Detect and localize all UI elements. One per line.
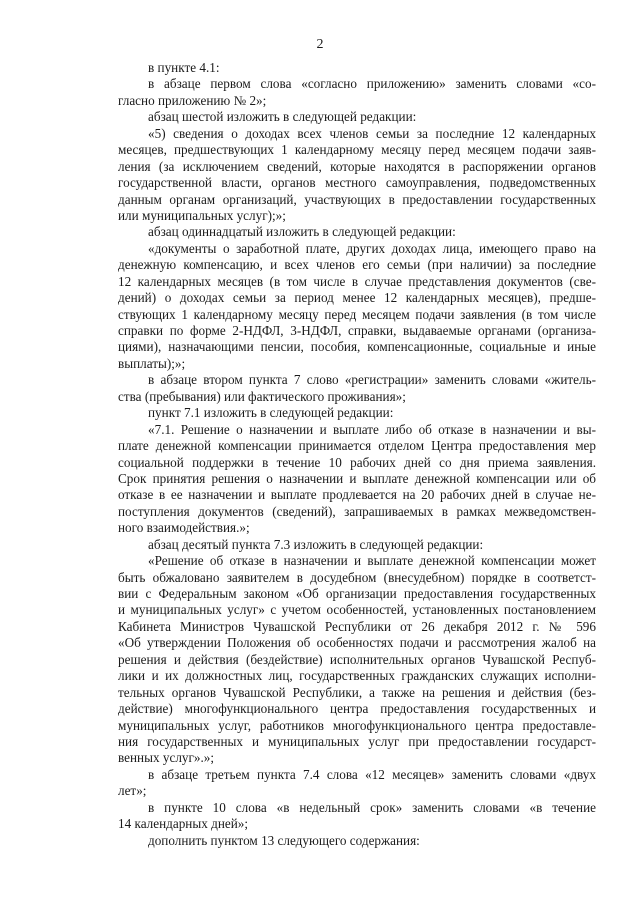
text-line: дений) о доходах семьи за период менее 12 календарных месяцев), предше- xyxy=(118,290,596,306)
text-line: ного взаимодействия.»; xyxy=(118,520,250,536)
text-line: поступления документов (сведений), запрашиваемых в рамках межведомствен- xyxy=(118,503,596,519)
text-line: пункт 7.1 изложить в следующей редакции: xyxy=(148,405,394,421)
text-line: лет»; xyxy=(118,783,147,799)
text-line: муниципальных услуг, работников многофункционального центра предоставле- xyxy=(118,717,596,733)
text-line: ния государственных и муниципальных услуг при предоставлении государст- xyxy=(118,733,596,749)
text-line: ствующих 1 календарному месяцу перед месяцем подачи заявления (в том числе xyxy=(118,306,596,322)
document-body xyxy=(118,60,596,849)
text-line: выплаты);»; xyxy=(118,355,186,371)
text-line: отказе в ее назначении и выплате продлевается на 20 рабочих дней в случае не- xyxy=(118,487,596,503)
text-line: «Об утверждении Положения об особенностях подачи и рассмотрения жалоб на xyxy=(118,635,596,651)
text-line: «5) сведения о доходах всех членов семьи за последние 12 календарных xyxy=(148,125,596,141)
text-line: «Решение об отказе в назначении и выплате денежной компенсации может xyxy=(148,553,596,569)
text-line: «7.1. Решение о назначении и выплате либо об отказе в назначении и вы- xyxy=(148,421,596,437)
text-line: тельных органов Чувашской Республики, а также на решения и действия (без- xyxy=(118,684,596,700)
text-line: данным органам организаций, участвующих в предоставлении государственных xyxy=(118,191,596,207)
text-line: плате денежной компенсации принимается отделом Центра предоставления мер xyxy=(118,438,596,454)
text-line: быть обжаловано заявителем в досудебном (внесудебном) порядке в соответст- xyxy=(118,569,596,585)
text-line: циями), назначающими пенсии, пособия, компенсационные, социальные и иные xyxy=(118,339,596,355)
text-line: в абзаце первом слова «согласно приложению» заменить словами «со- xyxy=(148,76,596,92)
text-line: в абзаце втором пункта 7 слово «регистрации» заменить словами «житель- xyxy=(148,372,596,388)
text-line: 14 календарных дней»; xyxy=(118,816,249,832)
text-line: действие) многофункционального центра предоставления государственных и xyxy=(118,701,596,717)
text-line: «документы о заработной плате, других доходах лица, имеющего право на xyxy=(148,240,596,256)
page-number: 2 xyxy=(316,37,324,52)
text-line: решения и действия (бездействие) исполнительных органов Чувашской Респуб- xyxy=(118,651,596,667)
text-line: абзац десятый пункта 7.3 изложить в следующей редакции: xyxy=(148,536,484,552)
text-line: венных услуг».»; xyxy=(118,750,215,766)
text-line: 12 календарных месяцев (в том числе в случае представления документов (све- xyxy=(118,273,596,289)
text-line: и муниципальных услуг» с учетом особенностей, установленных постановлением xyxy=(118,602,596,618)
text-line: лики и их должностных лиц, государственных гражданских служащих исполни- xyxy=(118,668,596,684)
text-line: дополнить пунктом 13 следующего содержания: xyxy=(148,832,420,848)
text-line: в абзаце третьем пункта 7.4 слова «12 месяцев» заменить словами «двух xyxy=(148,766,596,782)
text-line: справки по форме 2-НДФЛ, 3-НДФЛ, справки, выдаваемые органами (организа- xyxy=(118,323,596,338)
text-line: ства (пребывания) или фактического проживания»; xyxy=(118,388,406,404)
text-line: Срок принятия решения о назначении и выплате денежной компенсации или об xyxy=(118,470,596,486)
text-line: гласно приложению № 2»; xyxy=(118,92,267,108)
text-line: в пункте 4.1: xyxy=(148,60,220,75)
text-line: в пункте 10 слова «в недельный срок» заменить словами «в течение xyxy=(148,799,596,815)
text-line: Кабинета Министров Чувашской Республики от 26 декабря 2012 г. № 596 xyxy=(118,618,596,634)
text-line: абзац одиннадцатый изложить в следующей редакции: xyxy=(148,224,456,240)
text-line: или муниципальных услуг);»; xyxy=(118,207,286,223)
text-line: социальной поддержки в течение 10 рабочих дней со дня приема заявления. xyxy=(118,454,596,470)
text-line: месяцев, предшествующих 1 календарному месяцу перед месяцем подачи заяв- xyxy=(118,142,596,158)
text-line: ления (за исключением сведений, которые находятся в распоряжении органов xyxy=(118,158,596,174)
text-line: вии с Федеральным законом «Об организации предоставления государственных xyxy=(118,586,596,601)
text-line: денежную компенсацию, и всех членов его семьи (при наличии) за последние xyxy=(118,257,596,273)
text-line: государственной власти, органов местного самоуправления, подведомственных xyxy=(118,175,596,191)
text-line: абзац шестой изложить в следующей редакции: xyxy=(148,109,417,125)
